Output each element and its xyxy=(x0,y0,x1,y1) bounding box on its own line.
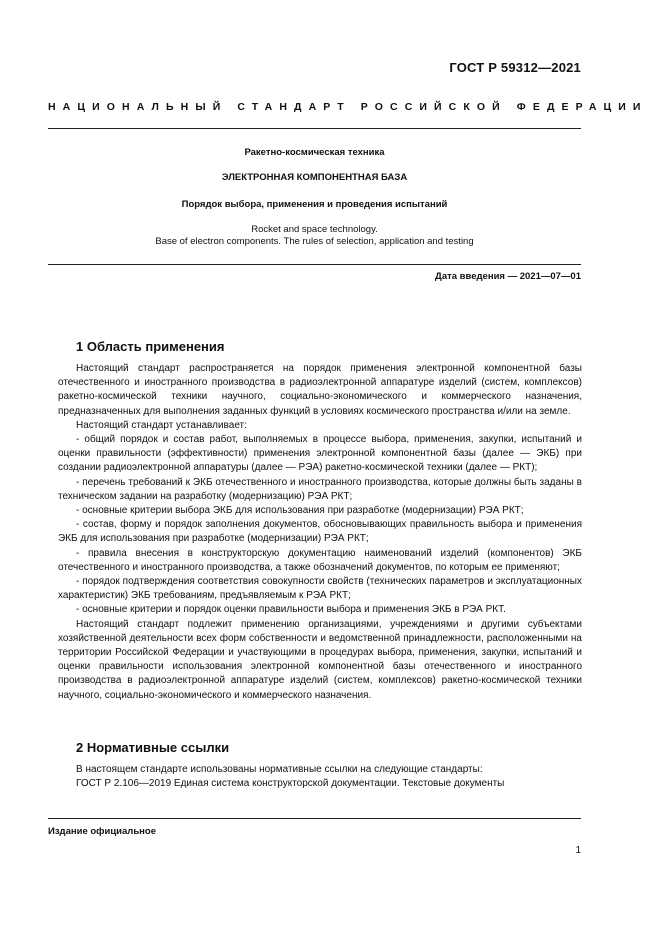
paragraph: Настоящий стандарт распространяется на порядок применения электронной компонентной базы отечественного и иностранного производства в радиоэлектронной аппаратуре изделий (систем, комплексов) ракетно-космической техники научного, социально-экономического и коммерческого назначения, предназначенных для выполнения заданных функций в условиях космического пространства и/или на земле. xyxy=(58,363,582,417)
title-english-2: Base of electron components. The rules of selection, application and testing xyxy=(155,236,474,247)
list-item: - состав, форму и порядок заполнения документов, обосновывающих правильность выбора и применения ЭКБ для использования при разработке (модернизации) РЭА РКТ; xyxy=(58,519,582,545)
title-subtitle: Порядок выбора, применения и проведения испытаний xyxy=(181,199,448,210)
paragraph: В настоящем стандарте использованы нормативные ссылки на следующие стандарты: xyxy=(76,764,483,775)
list-item: - общий порядок и состав работ, выполняемых в процессе выбора, применения, закупки, испытаний и оценки правильности (эффективности) применения электронной компонентной базы (далее — ЭКБ) при создании радиоэлектронной аппаратуры (далее — РЭА) ракетно-космической техники (далее — РКТ); xyxy=(58,434,582,474)
divider xyxy=(48,264,581,265)
list-item: - основные критерии выбора ЭКБ для использования при разработке (модернизации) РЭА РКТ; xyxy=(76,505,524,517)
section-body xyxy=(58,763,582,791)
section-heading: 2 Нормативные ссылки xyxy=(76,740,230,755)
gost-code: ГОСТ Р 59312—2021 xyxy=(449,60,581,75)
official-edition-label: Издание официальное xyxy=(48,826,156,837)
standard-banner: НАЦИОНАЛЬНЫЙ СТАНДАРТ РОССИЙСКОЙ ФЕДЕРАЦИИ xyxy=(48,101,648,113)
divider xyxy=(48,128,581,129)
list-item: - основные критерии и порядок оценки правильности выбора и применения ЭКБ в РЭА РКТ. xyxy=(76,604,506,616)
page-number: 1 xyxy=(575,845,581,856)
paragraph: ГОСТ Р 2.106—2019 Единая система конструкторской документации. Текстовые документы xyxy=(76,778,505,790)
list-item: - правила внесения в конструкторскую документацию наименований изделий (компонентов) ЭКБ отечественного и иностранного производства, а также обозначений документов, по которым ее применяют; xyxy=(58,547,582,573)
title-english-1: Rocket and space technology. xyxy=(251,224,378,235)
intro-date: Дата введения — 2021—07—01 xyxy=(435,271,581,282)
paragraph: Настоящий стандарт подлежит применению организациями, учреждениями и другими субъектами хозяйственной деятельности всех форм собственности и ведомственной принадлежности, расположенными на территории Российской Федерации и участвующими в процедурах выбора, применения, закупки, испытаний и оценки правильности использования электронной компонентной базы отечественного и иностранного производства в радиоэлектронной аппаратуре изделий (систем, комплексов) ракетно-космической техники научного, социально-экономического и коммерческого назначения. xyxy=(58,618,582,701)
list-item: - перечень требований к ЭКБ отечественного и иностранного производства, которые должны быть заданы в техническом задании на разработку (модернизацию) РЭА РКТ; xyxy=(58,476,582,502)
title-main: ЭЛЕКТРОННАЯ КОМПОНЕНТНАЯ БАЗА xyxy=(221,172,408,183)
section-heading: 1 Область применения xyxy=(76,339,225,354)
list-item: - порядок подтверждения соответствия совокупности свойств (технических параметров и эксплуатационных характеристик) ЭКБ требованиям, предъявляемым к РЭА РКТ; xyxy=(58,576,582,602)
paragraph: Настоящий стандарт устанавливает: xyxy=(76,419,247,431)
section-body xyxy=(58,362,582,703)
title-category: Ракетно-космическая техника xyxy=(244,147,385,158)
footer-divider xyxy=(48,818,581,819)
